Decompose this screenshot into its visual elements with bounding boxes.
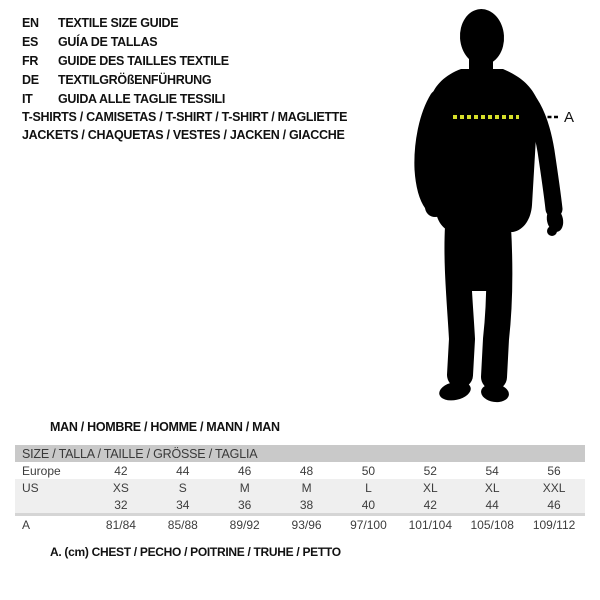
cell: 109/112 — [532, 517, 576, 532]
cell: 52 — [423, 463, 437, 478]
silhouette-body — [424, 8, 565, 404]
section-title: MAN / HOMBRE / HOMME / MANN / MAN — [50, 420, 280, 434]
language-code: EN — [22, 16, 39, 30]
table-row-uk — [15, 496, 585, 515]
language-title: TEXTILE SIZE GUIDE — [58, 16, 179, 30]
language-code: DE — [22, 73, 39, 87]
measurement-footnote: A. (cm) CHEST / PECHO / POITRINE / TRUHE / PETTO — [50, 545, 341, 559]
category-list — [22, 108, 347, 144]
size-table — [15, 445, 585, 533]
table-row-a-measure — [15, 515, 585, 534]
cell: 101/104 — [408, 517, 452, 532]
measure-label-a: A — [564, 109, 575, 126]
table-row-europe — [15, 462, 585, 479]
cell: 44 — [176, 463, 190, 478]
language-title: GUIDE DES TAILLES TEXTILE — [58, 54, 229, 68]
cell: 38 — [276, 496, 338, 515]
language-title: GUÍA DE TALLAS — [58, 35, 158, 49]
cell: M — [301, 480, 312, 495]
cell: XL — [422, 480, 438, 495]
cell: 44 — [461, 496, 523, 515]
cell: S — [178, 480, 187, 495]
cell: 97/100 — [350, 517, 387, 532]
cell: L — [365, 480, 372, 495]
language-row-fr — [22, 52, 229, 71]
cell: 46 — [523, 496, 585, 515]
row-label — [15, 496, 90, 515]
man-silhouette-figure — [395, 5, 580, 405]
cell: 50 — [361, 463, 376, 478]
cell: 40 — [338, 496, 400, 515]
cell: 81/84 — [105, 517, 136, 532]
cell: 42 — [114, 463, 128, 478]
language-code: IT — [22, 92, 33, 106]
language-title: TEXTILGRÖßENFÜHRUNG — [58, 73, 212, 87]
cell: XXL — [542, 480, 566, 495]
cell: 89/92 — [229, 517, 260, 532]
cell: 105/108 — [470, 517, 514, 532]
cell: 56 — [547, 463, 561, 478]
language-row-it — [22, 90, 229, 109]
language-list — [22, 14, 229, 109]
language-row-es — [22, 33, 229, 52]
cell: 48 — [299, 463, 314, 478]
language-row-de — [22, 71, 229, 90]
table-header: SIZE / TALLA / TAILLE / GRÖSSE / TAGLIA — [15, 445, 585, 462]
language-row-en — [22, 14, 229, 33]
cell: M — [239, 480, 250, 495]
man-silhouette-svg — [395, 5, 580, 405]
category-tshirts: T-SHIRTS / CAMISETAS / T-SHIRT / T-SHIRT / MAGLIETTE — [22, 110, 348, 124]
row-label: Europe — [22, 463, 61, 478]
row-label: A — [22, 517, 31, 532]
cell: 42 — [399, 496, 461, 515]
cell: 85/88 — [167, 517, 198, 532]
cell: 46 — [238, 463, 252, 478]
table-row-us — [15, 479, 585, 496]
cell: 32 — [90, 496, 152, 515]
cell: 93/96 — [291, 517, 322, 532]
table-header-row — [15, 445, 585, 462]
cell: 36 — [214, 496, 276, 515]
row-label: US — [22, 480, 39, 495]
category-jackets: JACKETS / CHAQUETAS / VESTES / JACKEN / GIACCHE — [22, 128, 345, 142]
cell: XL — [484, 480, 500, 495]
language-code: FR — [22, 54, 39, 68]
language-code: ES — [22, 35, 39, 49]
cell: 54 — [485, 463, 499, 478]
cell: 34 — [152, 496, 214, 515]
cell: XS — [112, 480, 129, 495]
language-title: GUIDA ALLE TAGLIE TESSILI — [58, 92, 226, 106]
